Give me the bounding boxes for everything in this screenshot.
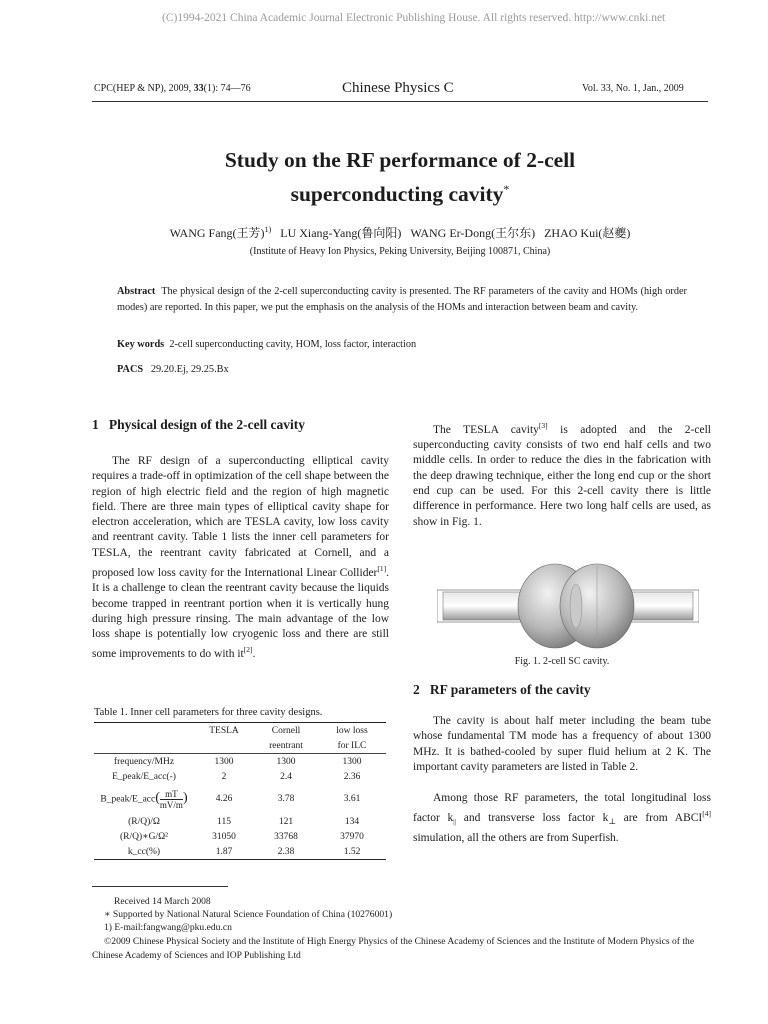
journal-name: Chinese Physics C [342,80,454,96]
pacs-codes: PACS 29.20.Ej, 29.25.Bx [117,364,229,375]
left-beam-tube [443,592,525,620]
header-rule [92,101,708,102]
section-2-paragraph-1: The cavity is about half meter including the beam tube whose fundamental TM mode has a frequency of about 1300 MHz. It is bathed-cooled by super fluid helium at 2 K. The important cavity parameters are listed in Table 2. [413,715,711,773]
cell: 115 [217,816,231,827]
cell: 37970 [340,831,364,842]
cell: 33768 [274,831,298,842]
citation-header: CPC(HEP & NP), 2009, 33(1): 74—76 [94,83,251,94]
cell: 31050 [212,831,236,842]
figure-caption: Fig. 1. 2-cell SC cavity. [514,656,610,667]
table-caption: Table 1. Inner cell parameters for three cavity designs. [94,707,323,718]
cell: 1.87 [194,844,254,860]
cavity-figure [437,562,699,650]
cell: 2.36 [343,771,361,782]
iris [570,584,582,628]
cell: 2.38 [254,844,318,860]
cell: 4.26 [215,794,233,804]
abstract: Abstract The physical design of the 2-cell superconducting cavity is presented. The RF parameters of the cavity and HOMs (high order modes) are reported. In this paper, we put the emphasis on the analysis of the HOMs and interaction between beam and cavity. [117,286,687,313]
tesla-paragraph: The TESLA cavity[3] is adopted and the 2-cell superconducting cavity consists of two end half cells and two middle cells. In order to reduce the dies in the fabrication with the deep drawing technique, either the long end cup or the short end cup can be used. For this 2-cell cavity there is little difference in performance. Here two long half cells are used, as show in Fig. 1. [413,421,711,528]
row-label: (R/Q)/Ω [128,816,160,827]
table-row [94,814,386,829]
section-2-heading: 2 RF parameters of the cavity [413,682,591,697]
section-2-paragraph-2: Among those RF parameters, the total longitudinal loss factor $k_{||}$ and transverse loss factor $k_\perp$ are from ABCI[4] simulation, all the others are from Superfish. [413,792,711,844]
cell: 2.4 [280,771,292,782]
cell: 1300 [214,756,234,767]
funding-note: ∗ Supported by National Natural Science Foundation of China (10276001) [104,909,393,920]
table-row [94,829,386,844]
parameters-table [94,722,386,860]
table-header-row [94,738,386,754]
cell: 1.52 [318,844,386,860]
section-1-paragraph: The RF design of a superconducting elliptical cavity requires a trade-off in optimization of the cell shape between the region of high electric field and the region of high magnetic field. There are three main types of elliptical cavity shape for electron acceleration, which are TESLA cavity, low loss cavity and reentrant cavity. Table 1 lists the inner cell parameters for TESLA, the reentrant cavity fabricated at Cornell, and a proposed low loss cavity for the International Linear Collider[1]. It is a challenge to clean the reentrant cavity because the liquids become trapped in reentrant portion when it is vertically hung during high pressure rinsing. The main advantage of the low loss shape is potentially low cryogenic loss and there are still some improvements to do with it[2]. [92,455,389,661]
paper-title: Study on the RF performance of 2-cell superconducting cavity* [224,148,576,207]
row-label: k_cc(%) [94,844,194,860]
row-label: (R/Q)∗G/Ω² [119,832,169,842]
cell: 3.61 [343,794,361,804]
copyright-notice: (C)1994-2021 China Academic Journal Electronic Publishing House. All rights reserved. http://www.cnki.net [162,12,666,24]
cell: 121 [278,816,294,827]
cell: 1300 [342,756,362,767]
col-cornell-1: Cornell [254,723,318,739]
row-label: E_peak/E_acc(-) [112,771,176,782]
cell: 134 [344,816,360,827]
copyright-footnote: ©2009 Chinese Physical Society and the Institute of High Energy Physics of the Chinese Academy of Sciences and the Institute of Modern Physics of the Chinese Academy of Sciences and IOP Publishing Ltd [92,936,695,961]
row-label: B_peak/E_acc( $\frac{mT}{mV/m}$ ) [100,788,188,810]
received-date: Received 14 March 2008 [114,896,211,907]
col-tesla: TESLA [194,723,254,739]
keywords: Key words 2-cell superconducting cavity, HOM, loss factor, interaction [117,339,417,350]
table-row [94,844,386,860]
col-lowloss-2: for ILC [318,738,386,754]
email-note: 1) E-mail:fangwang@pku.edu.cn [104,922,232,933]
table-row [94,784,386,814]
table-header-row [94,723,386,739]
table-row [94,754,386,770]
affiliation: (Institute of Heavy Ion Physics, Peking University, Beijing 100871, China) [249,246,551,257]
footnote-rule [92,886,228,887]
cell: 1300 [276,756,296,767]
volume-info: Vol. 33, No. 1, Jan., 2009 [582,83,684,94]
cell: 3.78 [277,794,295,804]
cell: 2 [221,771,227,782]
table-row [94,769,386,784]
author-list: WANG Fang(王芳)$^{1)}$ LU Xiang-Yang(鲁向阳) WANG Er-Dong(王尔东) ZHAO Kui(赵夔) [169,225,631,240]
section-1-heading: 1 Physical design of the 2-cell cavity [92,417,305,432]
row-label: frequency/MHz [113,756,175,767]
col-lowloss-1: low loss [318,723,386,739]
col-cornell-2: reentrant [254,738,318,754]
